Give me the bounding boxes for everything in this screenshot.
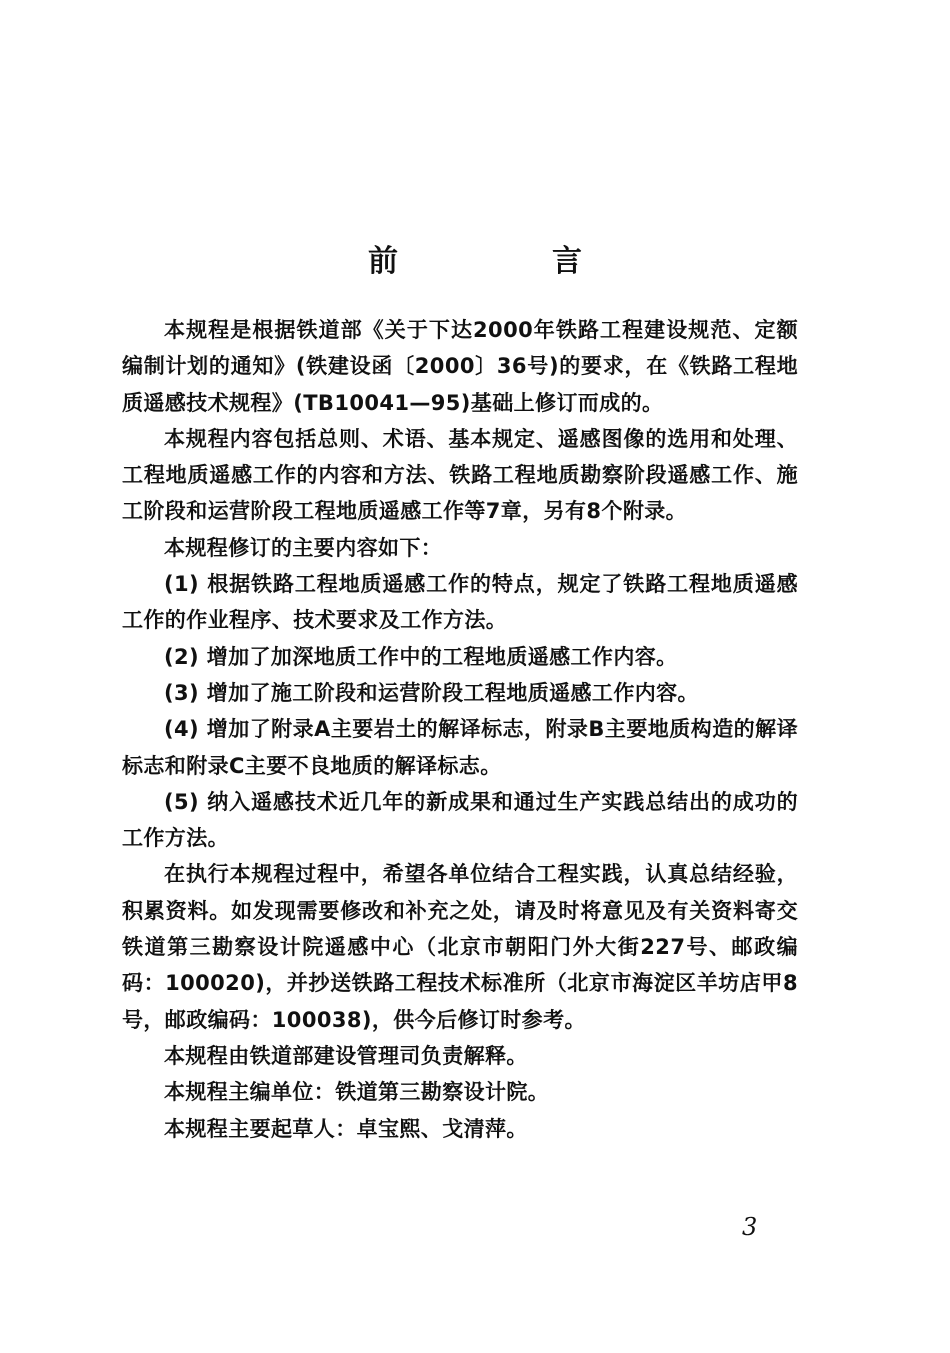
- paragraph-revision-item-4: (4) 增加了附录A主要岩土的解译标志，附录B主要地质构造的解译标志和附录C主要不良地质的解译标志。: [122, 717, 798, 778]
- preface-heading: 前 言: [368, 244, 644, 279]
- paragraph-revision-item-2: (2) 增加了加深地质工作中的工程地质遥感工作内容。: [164, 644, 678, 669]
- paragraph-revision-intro: 本规程修订的主要内容如下：: [164, 535, 443, 560]
- page-number: 3: [742, 1213, 758, 1241]
- paragraph-revision-item-5: (5) 纳入遥感技术近几年的新成果和通过生产实践总结出的成功的工作方法。: [122, 789, 798, 851]
- paragraph-drafters: 本规程主要起草人：卓宝熙、戈清萍。: [164, 1116, 528, 1141]
- paragraph-interpretation: 本规程由铁道部建设管理司负责解释。: [164, 1043, 528, 1068]
- paragraph-basis: 本规程是根据铁道部《关于下达2000年铁路工程建设规范、定额编制计划的通知》(铁建设函〔2000〕36号)的要求，在《铁路工程地质遥感技术规程》(TB10041—95)基础上修订而成的。: [122, 318, 798, 415]
- paragraph-revision-item-3: (3) 增加了施工阶段和运营阶段工程地质遥感工作内容。: [164, 680, 699, 705]
- paragraph-revision-item-1: (1) 根据铁路工程地质遥感工作的特点，规定了铁路工程地质遥感工作的作业程序、技术要求及工作方法。: [122, 572, 798, 633]
- paragraph-feedback: 在执行本规程过程中，希望各单位结合工程实践，认真总结经验，积累资料。如发现需要修改和补充之处，请及时将意见及有关资料寄交铁道第三勘察设计院遥感中心（北京市朝阳门外大街227号、邮政编码：100020)，并抄送铁路工程技术标准所（北京市海淀区羊坊店甲8号，邮政编码：100038)，供今后修订时参考。: [122, 862, 798, 1032]
- paragraph-contents: 本规程内容包括总则、术语、基本规定、遥感图像的选用和处理、工程地质遥感工作的内容和方法、铁路工程地质勘察阶段遥感工作、施工阶段和运营阶段工程地质遥感工作等7章，另有8个附录。: [122, 426, 798, 524]
- preface-body: [122, 312, 798, 1147]
- paragraph-chief-editor: 本规程主编单位：铁道第三勘察设计院。: [164, 1080, 550, 1105]
